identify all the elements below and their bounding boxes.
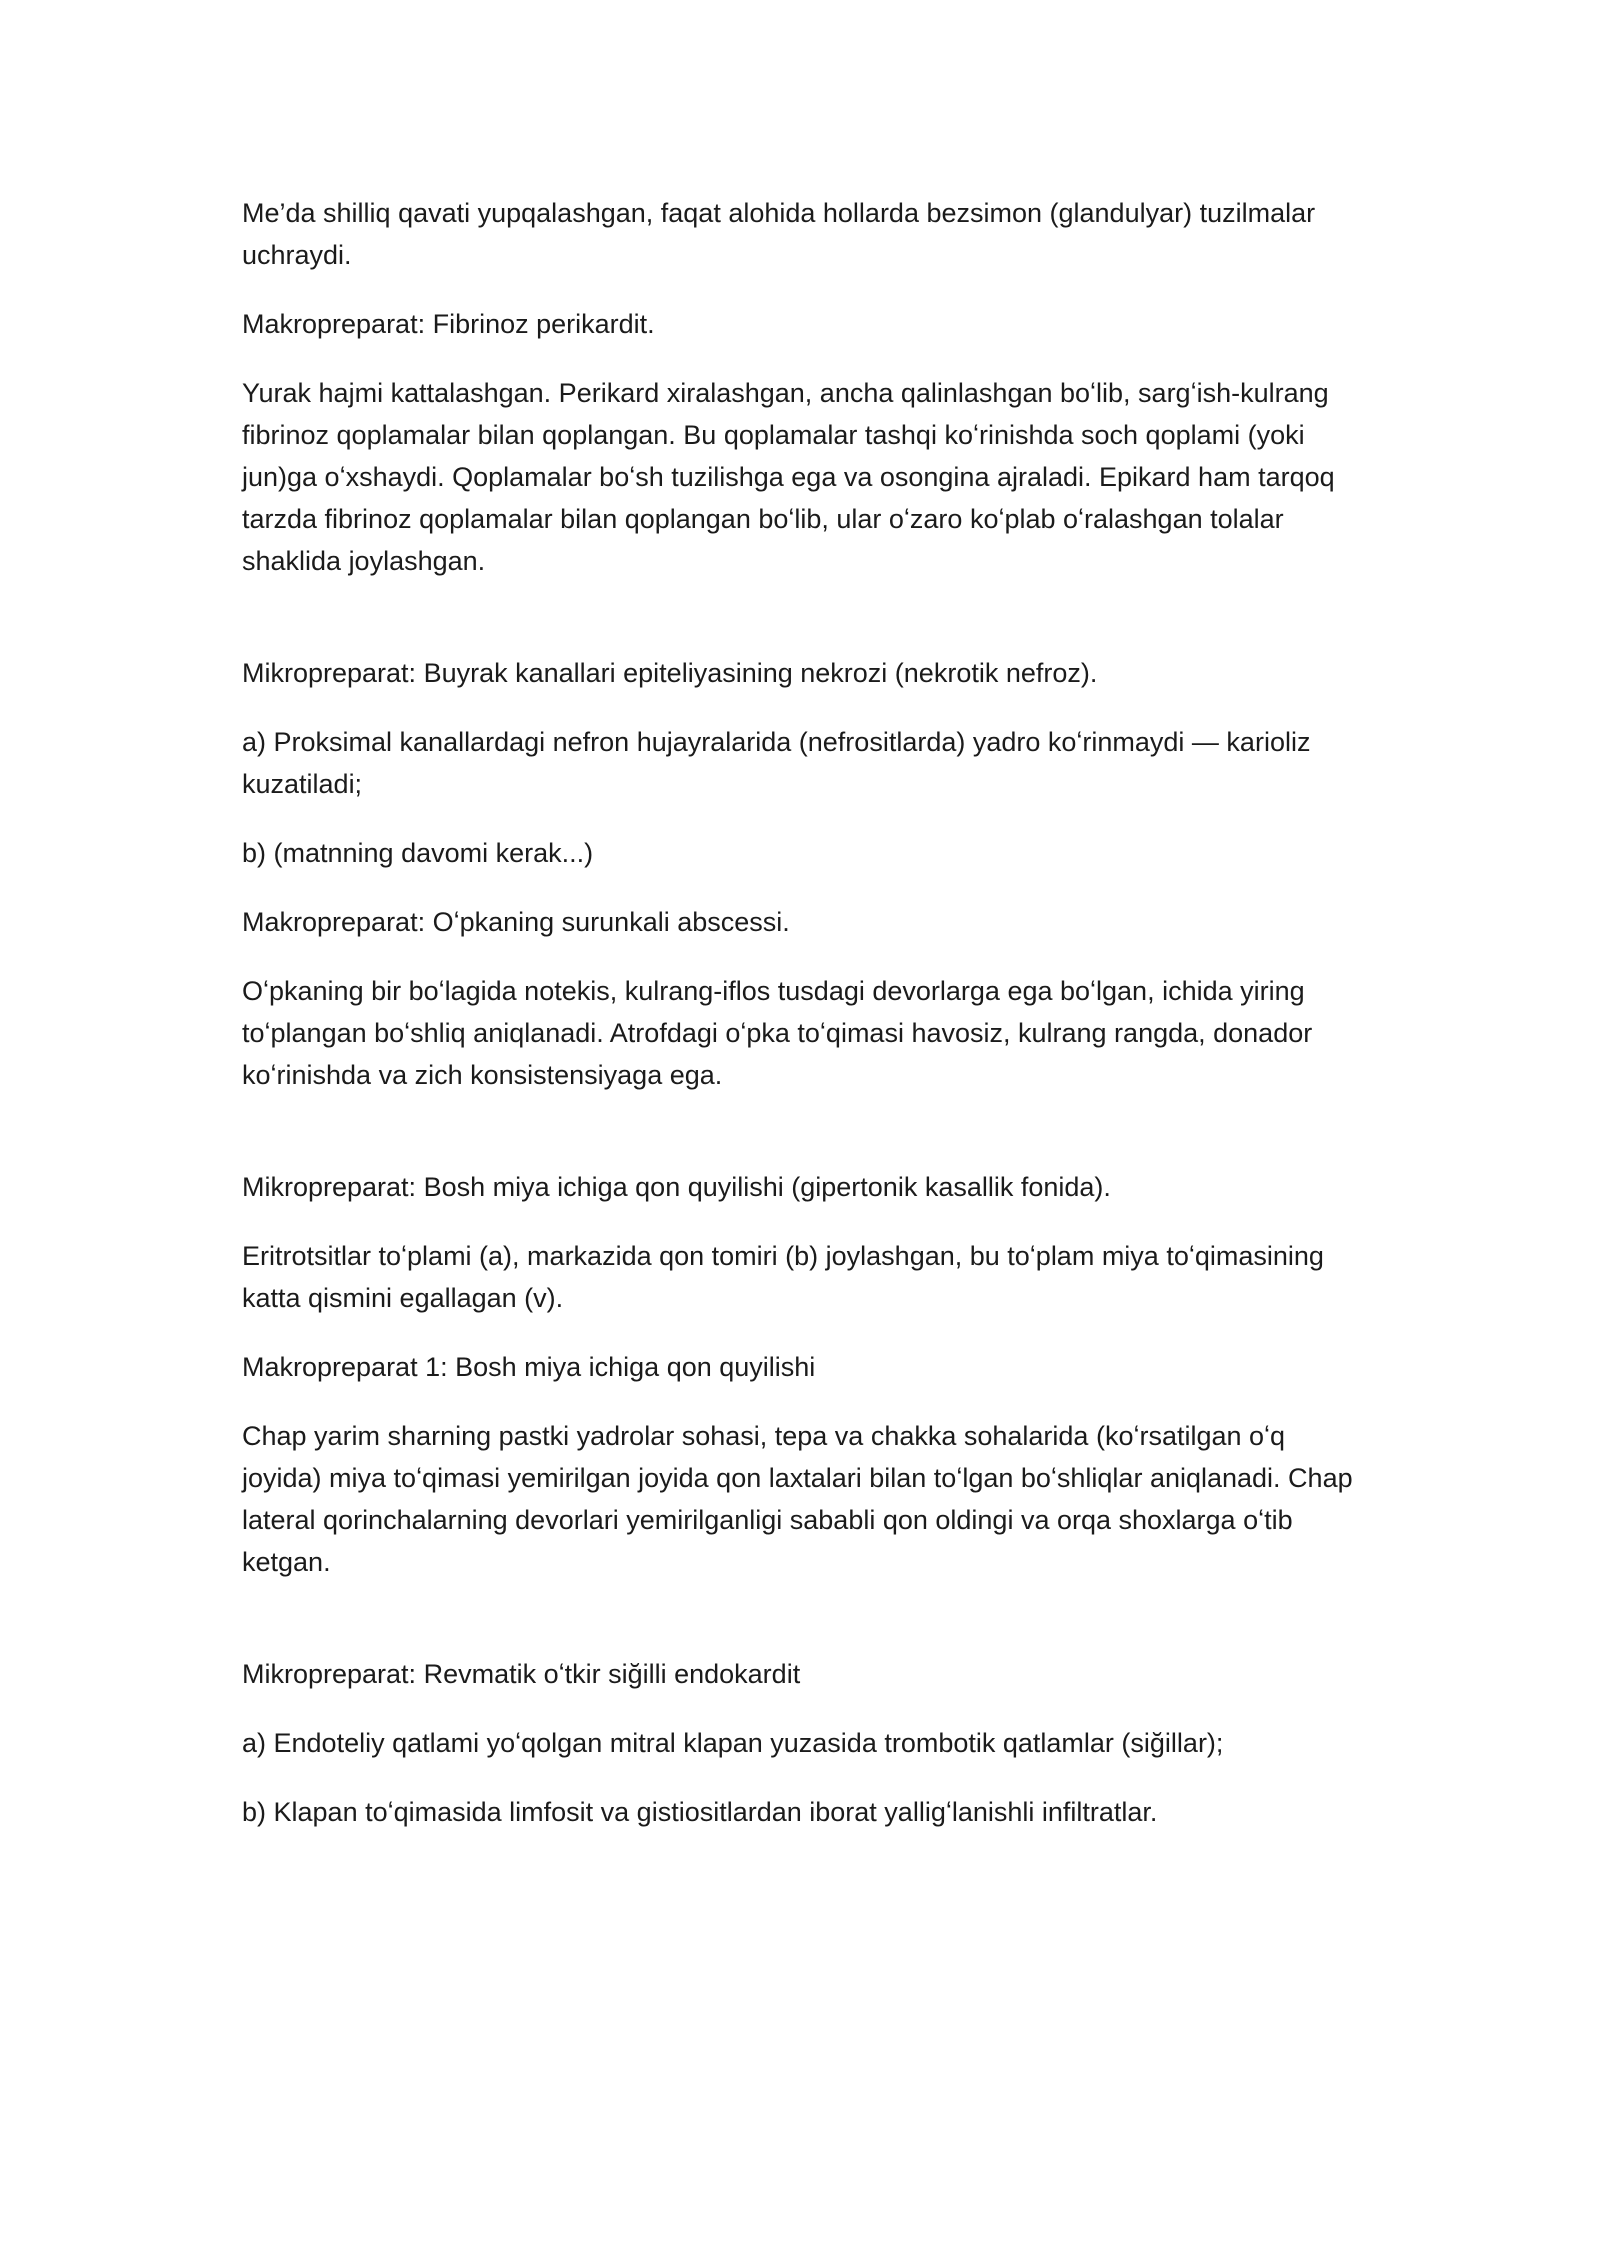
paragraph-lung-abscess-description: Oʻpkaning bir boʻlagida notekis, kulrang-iflos tusdagi devorlarga ega boʻlgan, ichida yiring toʻplangan boʻshliq aniqlanadi. Atrofdagi oʻpka toʻqimasi havosiz, kulrang rangda, donador koʻrinishda va zich konsistensiyaga ega. [242,976,1313,1090]
heading-rheumatic-endocarditis: Mikropreparat: Revmatik oʻtkir siğilli endokardit [242,1659,801,1689]
list-item-a-thrombotic-layers: a) Endoteliy qatlami yoʻqolgan mitral klapan yuzasida trombotik qatlamlar (siğillar); [242,1728,1224,1758]
heading-necrotic-nephrosis: Mikropreparat: Buyrak kanallari epiteliyasining nekrozi (nekrotik nefroz). [242,658,1098,688]
paragraph-brain-hemorrhage-description: Chap yarim sharning pastki yadrolar sohasi, tepa va chakka sohalarida (koʻrsatilgan oʻq joyida) miya toʻqimasi yemirilgan joyida qon laxtalari bilan toʻlgan boʻshliqlar aniqlanadi. Chap lateral qorinchalarning devorlari yemirilganligi sababli qon oldingi va orqa shoxlarga oʻtib ketgan. [242,1421,1353,1577]
heading-lung-abscess: Makropreparat: Oʻpkaning surunkali abscessi. [242,907,790,937]
heading-brain-hemorrhage-macro: Makropreparat 1: Bosh miya ichiga qon quyilishi [242,1352,816,1382]
list-item-b-infiltrates: b) Klapan toʻqimasida limfosit va gistiositlardan iborat yalligʻlanishli infiltratlar. [242,1797,1158,1827]
document-body [242,192,1367,1860]
paragraph-erythrocyte-cluster: Eritrotsitlar toʻplami (a), markazida qon tomiri (b) joylashgan, bu toʻplam miya toʻqimasining katta qismini egallagan (v). [242,1241,1324,1313]
heading-fibrinous-pericarditis: Makropreparat: Fibrinoz perikardit. [242,309,655,339]
paragraph-pericarditis-description: Yurak hajmi kattalashgan. Perikard xiralashgan, ancha qalinlashgan boʻlib, sargʻish-kulrang fibrinoz qoplamalar bilan qoplangan. Bu qoplamalar tashqi koʻrinishda soch qoplami (yoki jun)ga oʻxshaydi. Qoplamalar boʻsh tuzilishga ega va osongina ajraladi. Epikard ham tarqoq tarzda fibrinoz qoplamalar bilan qoplangan boʻlib, ular oʻzaro koʻplab oʻralashgan tolalar shaklida joylashgan. [242,378,1335,576]
paragraph-gastric-mucosa: Me’da shilliq qavati yupqalashgan, faqat alohida hollarda bezsimon (glandulyar) tuzilmalar uchraydi. [242,198,1316,270]
list-item-a-karyolysis: a) Proksimal kanallardagi nefron hujayralarida (nefrositlarda) yadro koʻrinmaydi — karioliz kuzatiladi; [242,727,1311,799]
list-item-b-continuation: b) (matnning davomi kerak...) [242,838,594,868]
heading-brain-hemorrhage-micro: Mikropreparat: Bosh miya ichiga qon quyilishi (gipertonik kasallik fonida). [242,1172,1111,1202]
